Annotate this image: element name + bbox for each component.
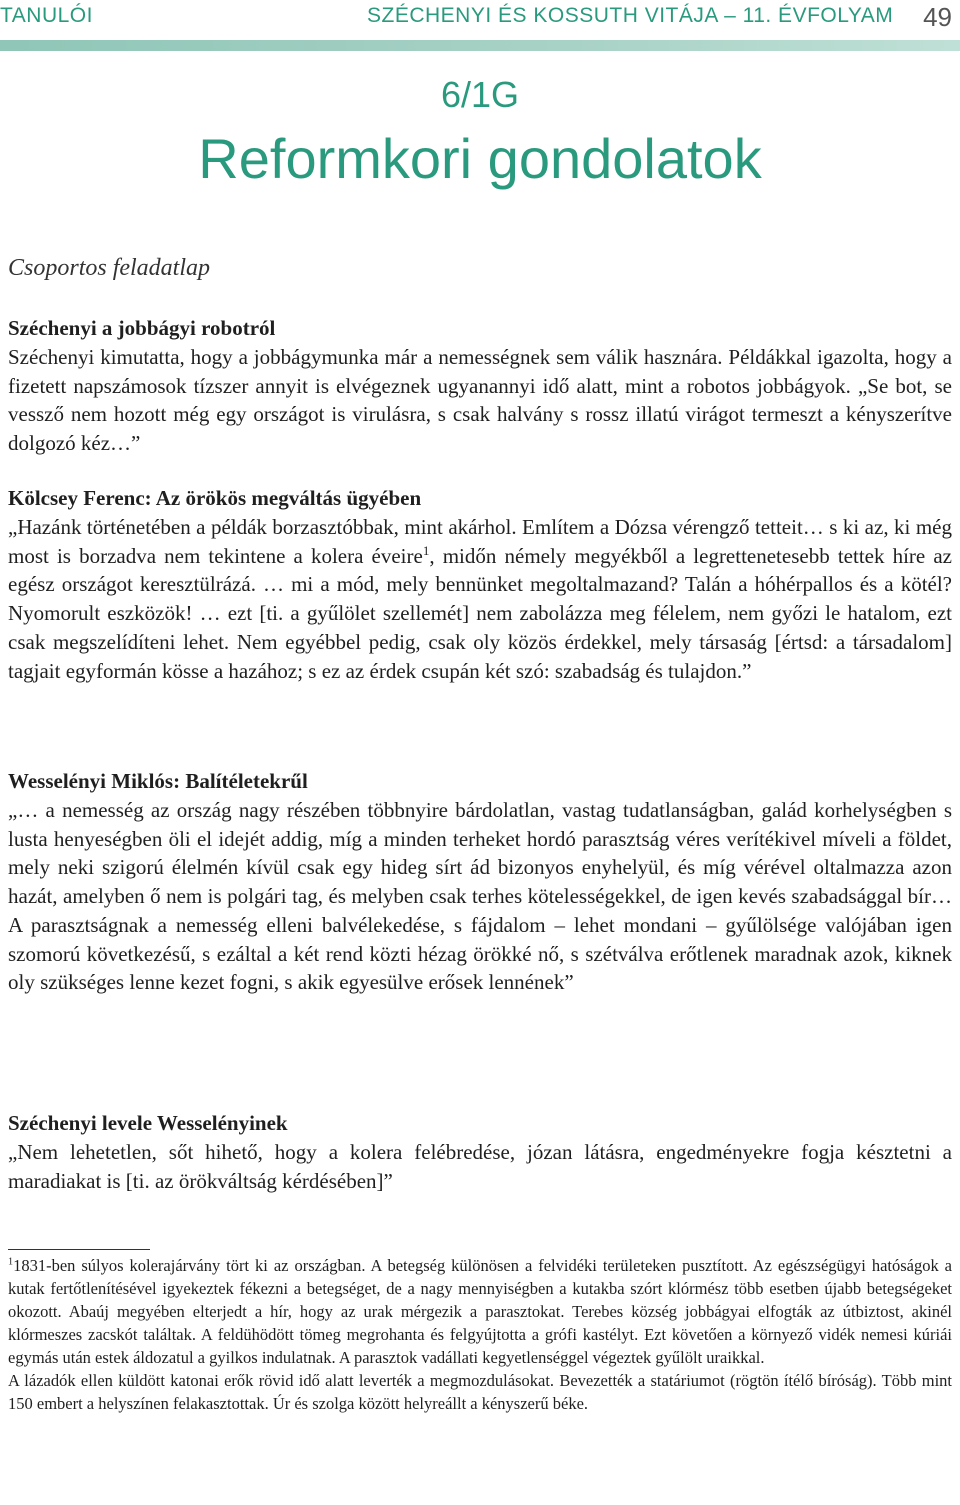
footnote (8, 1254, 952, 1415)
page-title: Reformkori gondolatok (198, 127, 762, 190)
section-text: „Hazánk történetében a példák borzasztóbbak, mint akárhol. Említem a Dózsa vérengző tetteit… s ki az, ki még most is borzadva nem tekintene a kolera éveire (8, 515, 952, 568)
header-left-label: TANULÓI (0, 4, 93, 27)
section-kolcsey (8, 484, 952, 685)
section-heading: Wesselényi Miklós: Balítéletekrűl (8, 769, 308, 793)
header-bar (0, 40, 960, 51)
section-body (8, 796, 952, 997)
footnote-text-continued: A lázadók ellen küldött katonai erők rövid idő alatt leverték a megmozdulásokat. Bevezették a statáriumot (rögtön ítélő bíróság). Több mint 150 embert a helyszínen felakasztottak. Úr és szolga között helyreállt a kényszerű béke. (8, 1371, 952, 1413)
section-text: Széchenyi kimutatta, hogy a jobbágymunka már a nemességnek sem válik hasznára. Példákkal igazolta, hogy a fizetett napszámosok tízszer annyit is elvégeznek ugyanannyi idő alatt, mint a robotos jobbágyok. „Se bot, se vessző nem hozott még egy országot is virulásra, s csak halvány s rossz illatú virágot termeszt a kényszerítve dolgozó kéz…” (8, 345, 952, 456)
section-text: „Nem lehetetlen, sőt hihető, hogy a kolera felébredése, józan látásra, engedményekre fogja késztetni a maradiakat is [ti. az örökváltság kérdésében]” (8, 1140, 952, 1193)
section-szechenyi-letter (8, 1109, 952, 1195)
section-heading: Széchenyi a jobbágyi robotról (8, 316, 276, 340)
footnote-divider (8, 1249, 150, 1250)
section-text: , midőn némely megyékből a legrettenetesebb tettek híre az egész országot keresztülrázá. … mi a mód, mely bennünket megoltalmazand? Talán a hóhérpallos és a kötél? Nyomorult eszközök! … ezt [ti. a gyűlölet szellemét] nem zabolázza meg félelem, nem győzi le hatalom, ezt csak megszelídíteni lehet. Nem egyébbel pedig, csak oly közös érdekkel, mely társaság [értsd: a társadalom] tagjait egyformán kösse a hazához; s ez az érdek csupán két szó: szabadság és tulajdon.” (8, 543, 952, 683)
section-body (8, 513, 952, 685)
section-wesselenyi (8, 767, 952, 997)
page-number: 49 (923, 2, 952, 32)
footnote-reference: 1 (422, 542, 430, 558)
page-header (0, 0, 960, 50)
lesson-code: 6/1G (440, 74, 520, 115)
section-body (8, 1138, 952, 1195)
section-heading: Széchenyi levele Wesselényinek (8, 1111, 288, 1135)
worksheet-subtitle: Csoportos feladatlap (8, 255, 211, 281)
section-szechenyi-robot (8, 314, 952, 458)
section-body (8, 343, 952, 458)
header-course-title: SZÉCHENYI ÉS KOSSUTH VITÁJA – 11. ÉVFOLYAM (367, 4, 894, 27)
section-heading: Kölcsey Ferenc: Az örökös megváltás ügyében (8, 486, 422, 510)
section-text: „… a nemesség az ország nagy részében többnyire bárdolatlan, vastag tudatlanságban, galád korhelységben s lusta henyeségben öli el idejét addig, míg a minden terheket hordó parasztság véres verítékivel míveli a földet, mely neki szigorú élelmén kívül csak egy hideg sírt ád bizonyos enyhelyül, és míg vérével oltalmazza azon hazát, amelyben ő nem is polgári tag, és melyben csak terhes kötelességekkel, de igen kevés szabadsággal bír… A parasztságnak a nemesség elleni balvélekedése, s fájdalom – lehet mondani – gyűlölsége valójában igen szomorú következésű, s ezáltal a két rend közti hézag örökké nő, s szétválva erőtlenek maradnak azok, kiknek oly szükséges lenne kezet fogni, s akik egyesülve erősek lennének” (8, 798, 952, 995)
footnote-marker: 1 (8, 1256, 14, 1268)
footnote-text: 1831-ben súlyos kolerajárvány tört ki az országban. A betegség különösen a felvidéki területeken pusztított. Az egészségügyi hatóságok a kutak fertőtlenítésével igyekeztek fékezni a betegséget, de a nagy mennyiségben a kutakba szórt klórmész több esetben újabb betegségeket okozott. Abaúj megyében elterjedt a hír, hogy az urak mérgezik a parasztokat. Terebes község jobbágyai elfogták az útbiztost, akinél klórmeszes zacskót találtak. A feldühödött tömeg megrohanta és felgyújtotta a grófi kastélyt. Ezt követően a környező vidék nemesi kúriái egymás után estek áldozatul a gyilkos indulatnak. A parasztok vadállati kegyetlenséggel végeztek gyűlölt uraikkal. (8, 1256, 952, 1367)
